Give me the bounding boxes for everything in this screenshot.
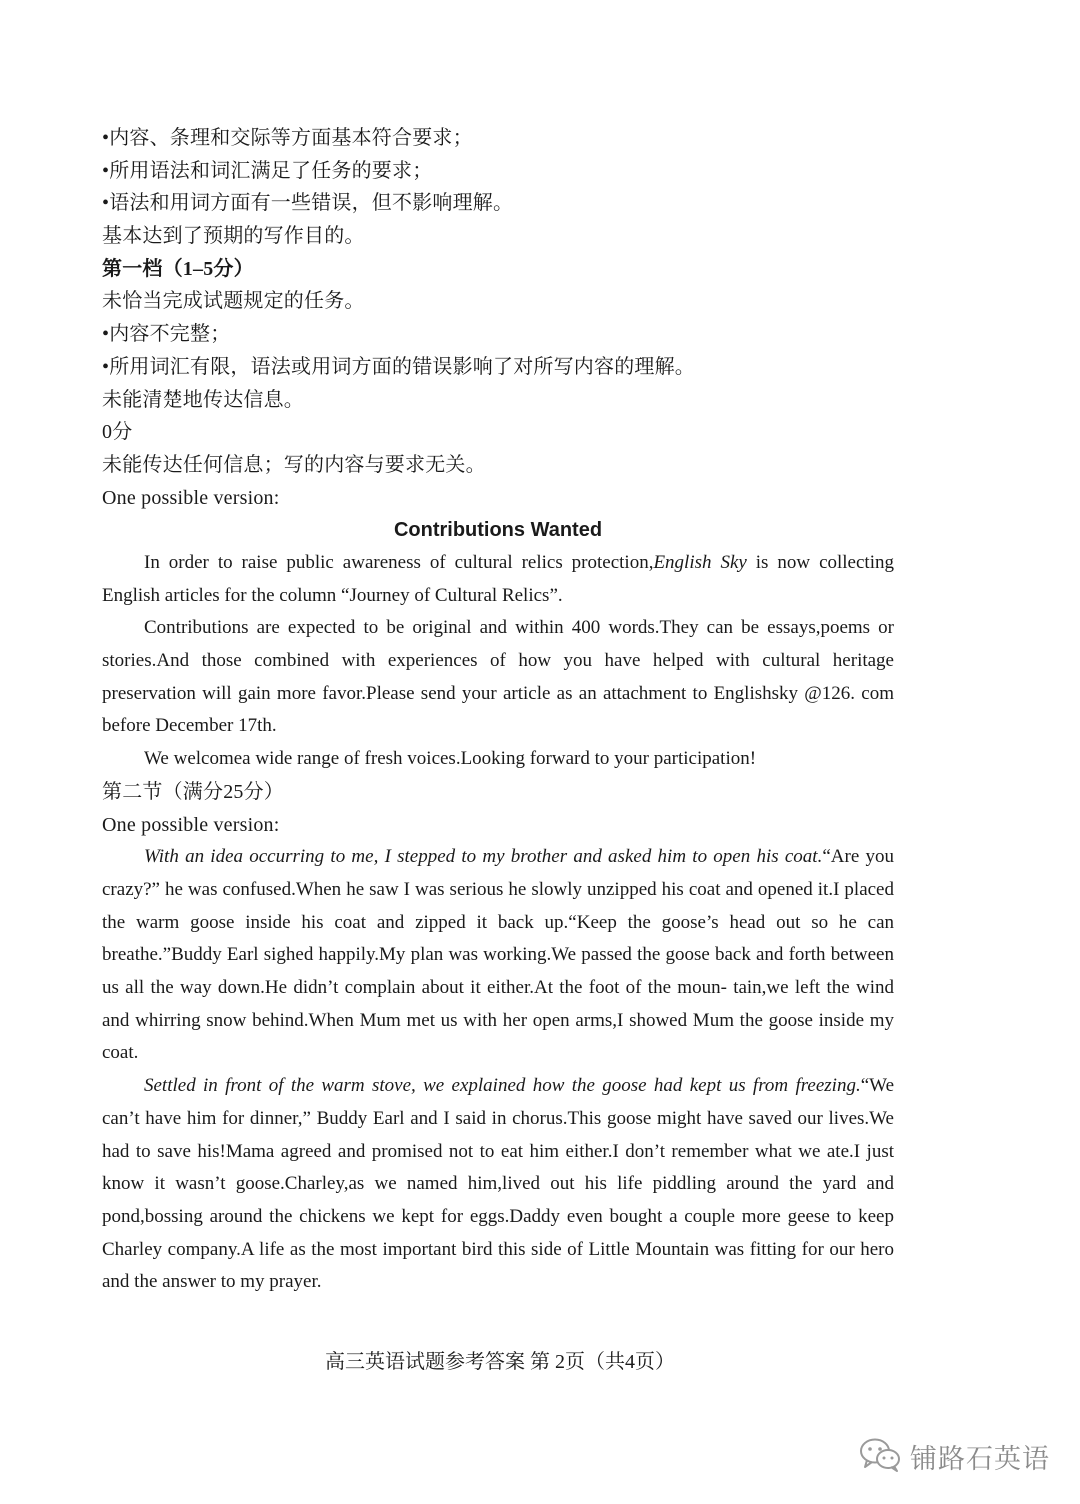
section-two-intro: One possible version: — [102, 813, 280, 836]
scoring-line-4: 基本达到了预期的写作目的。 — [102, 225, 365, 248]
essay-paragraph-3: We welcomea wide range of fresh voices.Looking forward to your participation! — [144, 748, 757, 770]
story-p2-lead: Settled in front of the warm stove, we explained how the goose had kept us from freezing. — [144, 1075, 861, 1097]
story-p1-text: “Are you crazy?” he was confused.When he saw I was serious he slowly unzipped his coat and opened it.I placed the warm goose inside his coat and zipped it back up.“Keep the goose’s head out so he can breathe.”Buddy Earl sighed happily.My plan was working.We passed the goose back and forth between us all the way down.He didn’t complain about it either.At the foot of the moun- tain,we left the wind and whirring snow behind.When Mum met us with her open arms,I showed Mum the goose inside my coat. — [102, 846, 894, 1064]
watermark-text: 铺路石英语 — [910, 1443, 1050, 1475]
story-p2-text: “We can’t have him for dinner,” Buddy Earl and I said in chorus.This goose might have saved our lives.We had to save his!Mama agreed and promised not to eat him either.I don’t remember what we ate.I just know it wasn’t goose.Charley,as we named him,lived out his life piddling around the yard and pond,bossing around the chickens we kept for eggs.Daddy even bought a couple more geese to keep Charley company.A life as the most important bird this side of Little Mountain was fitting for our hero and the answer to my prayer. — [102, 1075, 894, 1293]
story-paragraph-2 — [102, 1070, 894, 1299]
scoring-line-3: •语法和用词方面有一些错误，但不影响理解。 — [102, 192, 514, 215]
section-two-heading: 第二节（满分25分） — [102, 780, 284, 803]
wechat-watermark — [858, 1432, 1050, 1480]
story-paragraph-1 — [102, 841, 894, 1070]
scoring-line-7: •内容不完整； — [102, 323, 231, 346]
zero-score-heading: 0分 — [102, 421, 133, 444]
answer-page — [102, 122, 894, 1299]
scoring-line-11: 未能传达任何信息；写的内容与要求无关。 — [102, 453, 486, 476]
essay-intro: One possible version: — [102, 486, 280, 509]
grade-heading: 第一档（1–5分） — [102, 257, 254, 280]
page-footer: 高三英语试题参考答案 第 2页（共4页） — [325, 1351, 675, 1373]
essay-p1-text-a: In order to raise public awareness of cultural relics protection, — [144, 551, 654, 573]
story-p1-lead: With an idea occurring to me, I stepped to my brother and asked him to open his coat. — [144, 846, 823, 868]
scoring-line-8: •所用词汇有限，语法或用词方面的错误影响了对所写内容的理解。 — [102, 355, 696, 378]
essay-paragraph-2: Contributions are expected to be original and within 400 words.They can be essays,poems or stories.And those combined with experiences of how you have helped with cultural heritage preservation will gain more favor.Please send your article as an attachment to Englishsky @126. com before December 17th. — [102, 617, 894, 737]
magazine-name: English Sky — [653, 551, 747, 573]
essay-title: Contributions Wanted — [393, 519, 603, 542]
scoring-line-1: •内容、条理和交际等方面基本符合要求； — [102, 127, 473, 149]
scoring-line-2: •所用语法和词汇满足了任务的要求； — [102, 159, 433, 182]
scoring-line-6: 未恰当完成试题规定的任务。 — [102, 290, 365, 313]
wechat-icon — [858, 1435, 902, 1478]
essay-paragraph-1 — [102, 547, 894, 612]
scoring-line-9: 未能清楚地传达信息。 — [102, 388, 304, 411]
essay-p1-text-b: is now collecting English articles for the column “Journey of Cultural Relics”. — [102, 551, 894, 606]
